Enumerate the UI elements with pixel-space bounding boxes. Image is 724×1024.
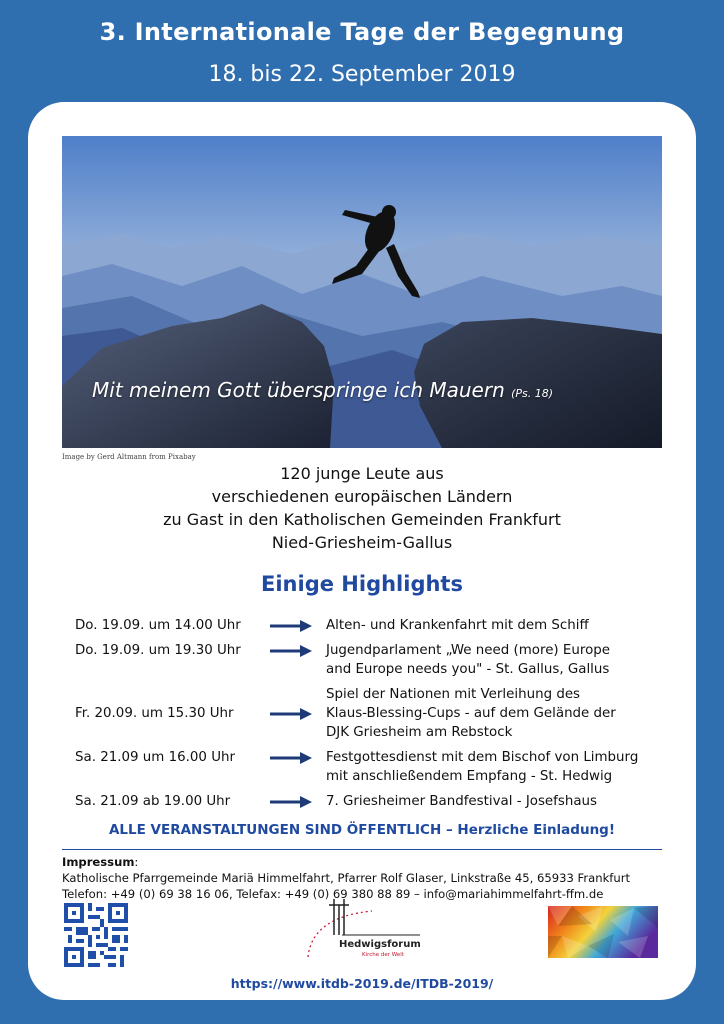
qr-code-icon[interactable] bbox=[64, 903, 128, 971]
image-credit: Image by Gerd Altmann from Pixabay bbox=[62, 453, 196, 461]
impressum-address: Katholische Pfarrgemeinde Mariä Himmelfahrt, Pfarrer Rolf Glaser, Linkstraße 45, 65933 Frankfurt bbox=[62, 871, 631, 885]
public-events-notice: ALLE VERANSTALTUNGEN SIND ÖFFENTLICH – Herzliche Einladung! bbox=[108, 822, 616, 838]
schedule-row bbox=[75, 641, 675, 679]
hero-caption-text: Mit meinem Gott überspringe ich Mauern bbox=[92, 378, 505, 402]
schedule-what bbox=[326, 748, 666, 786]
schedule-what-line: Spiel der Nationen mit Verleihung des bbox=[326, 687, 581, 702]
schedule-when: Fr. 20.09. um 15.30 Uhr bbox=[75, 706, 234, 721]
hero-caption bbox=[92, 378, 553, 402]
schedule-what-line: and Europe needs you" - St. Gallus, Gallus bbox=[326, 662, 610, 677]
highlights-schedule bbox=[75, 616, 675, 811]
logo-tagline: Kirche der Welt bbox=[362, 952, 404, 958]
schedule-when: Do. 19.09. um 19.30 Uhr bbox=[75, 643, 241, 658]
schedule-what-line: 7. Griesheimer Bandfestival - Josefshaus bbox=[326, 794, 598, 809]
intro-line: zu Gast in den Katholischen Gemeinden Frankfurt bbox=[163, 510, 561, 529]
colorful-mosaic-icon bbox=[548, 906, 658, 962]
schedule-what bbox=[326, 641, 666, 679]
schedule-what bbox=[326, 616, 666, 635]
highlights-heading: Einige Highlights bbox=[261, 572, 463, 596]
schedule-what bbox=[326, 792, 666, 811]
impressum-label: Impressum bbox=[62, 855, 135, 869]
poster-title: 3. Internationale Tage der Begegnung bbox=[99, 18, 625, 46]
hero-caption-ref: (Ps. 18) bbox=[511, 387, 554, 400]
logo-name: Hedwigsforum bbox=[339, 939, 421, 950]
content-card bbox=[28, 102, 696, 1000]
schedule-when: Sa. 21.09 um 16.00 Uhr bbox=[75, 750, 235, 765]
arrow-right-icon bbox=[270, 708, 326, 720]
event-dates: 18. bis 22. September 2019 bbox=[208, 62, 516, 87]
schedule-when: Do. 19.09. um 14.00 Uhr bbox=[75, 618, 241, 633]
arrow-right-icon bbox=[270, 641, 326, 660]
schedule-row bbox=[75, 685, 675, 742]
schedule-what-line: DJK Griesheim am Rebstock bbox=[326, 725, 513, 740]
impressum: Impressum: Katholische Pfarrgemeinde Mariä Himmelfahrt, Pfarrer Rolf Glaser, Linkstraße 45, 65933 Frankfurt Telefon: +49 (0) 69 38 16 06, Telefax: +49 (0) 69 380 88 89 – info@mariahimmelfahrt-ffm.de bbox=[62, 854, 672, 902]
impressum-contact: Telefon: +49 (0) 69 38 16 06, Telefax: +49 (0) 69 380 88 89 – info@mariahimmelfahrt-ffm.de bbox=[62, 887, 604, 901]
intro-text bbox=[28, 462, 696, 554]
schedule-what-line: Festgottesdienst mit dem Bischof von Limburg bbox=[326, 750, 639, 765]
event-website-link[interactable]: https://www.itdb-2019.de/ITDB-2019/ bbox=[230, 976, 494, 991]
schedule-row bbox=[75, 792, 675, 811]
schedule-what-line: Klaus-Blessing-Cups - auf dem Gelände der bbox=[326, 706, 616, 721]
schedule-row bbox=[75, 616, 675, 635]
schedule-row bbox=[75, 748, 675, 786]
intro-line: verschiedenen europäischen Ländern bbox=[211, 487, 513, 506]
schedule-what-line: Jugendparlament „We need (more) Europe bbox=[326, 643, 611, 658]
intro-line: Nied-Griesheim-Gallus bbox=[271, 533, 453, 552]
intro-line: 120 junge Leute aus bbox=[280, 464, 444, 483]
arrow-right-icon bbox=[270, 620, 326, 632]
arrow-right-icon bbox=[270, 796, 326, 808]
arrow-right-icon bbox=[270, 748, 326, 767]
schedule-what bbox=[326, 685, 666, 742]
schedule-what-line: mit anschließendem Empfang - St. Hedwig bbox=[326, 769, 613, 784]
schedule-what-line: Alten- und Krankenfahrt mit dem Schiff bbox=[326, 618, 589, 633]
divider bbox=[62, 849, 662, 850]
schedule-when: Sa. 21.09 ab 19.00 Uhr bbox=[75, 794, 231, 809]
